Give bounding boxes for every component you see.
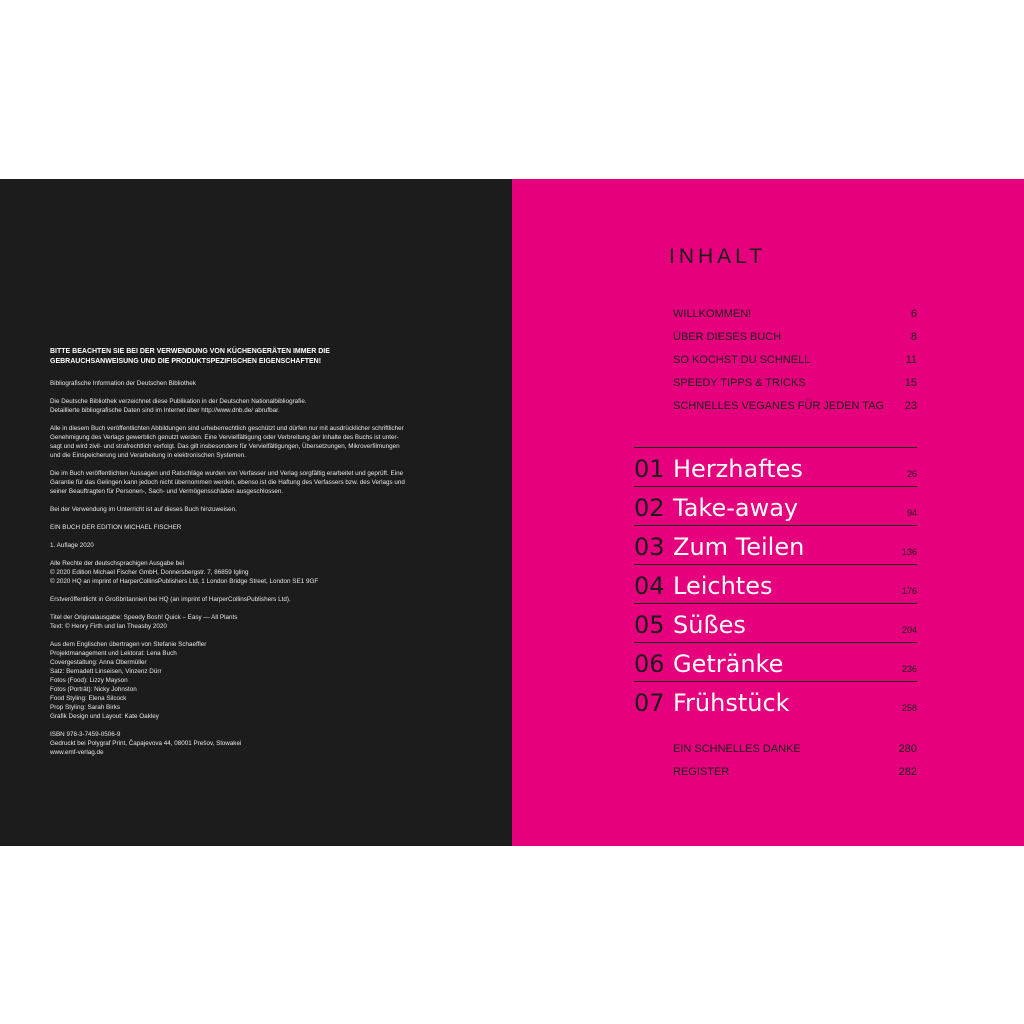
biblio-heading: Bibliografische Information der Deutschen Bibliothek — [50, 380, 196, 387]
toc-entry[interactable] — [673, 766, 917, 789]
print-run: 1. Auflage 2020 — [50, 542, 94, 549]
chapter-page: 176 — [901, 586, 917, 596]
toc-entry-page: 6 — [910, 308, 917, 320]
toc-entry-label: ÜBER DIESES BUCH — [673, 331, 782, 343]
toc-entry-page: 282 — [898, 766, 917, 778]
original-title: Titel der Originalausgabe: Speedy Bosh! Quick – Easy — All Plants Text: © Henry Firth und Ian Theasby 2020 — [50, 614, 238, 630]
chapter-page: 258 — [901, 703, 917, 713]
chapter-name: Zum Teilen — [673, 533, 805, 561]
chapter-entry[interactable] — [634, 486, 917, 525]
chapter-number: 06 — [634, 650, 665, 678]
edition-text: EIN BUCH DER EDITION MICHAEL FISCHER — [50, 524, 182, 531]
toc-entry-page: 280 — [898, 743, 917, 755]
chapter-page: 26 — [906, 469, 917, 479]
toc-entry[interactable] — [673, 308, 917, 331]
chapter-name: Take-away — [673, 494, 799, 522]
chapter-name: Herzhaftes — [673, 455, 803, 483]
toc-entry-page: 15 — [904, 377, 917, 389]
imprint-text — [50, 347, 450, 757]
chapter-name: Leichtes — [673, 572, 773, 600]
toc-entry-page: 11 — [905, 354, 917, 366]
toc-entry-page: 23 — [904, 400, 917, 412]
page-title: INHALT — [669, 245, 767, 268]
isbn-block: ISBN 978-3-7459-0506-9 Gedruckt bei Polygraf Print, Čapajevova 44, 08001 Prešov, Slowakei www.emf-verlag.de — [50, 731, 242, 756]
toc-entry-label: REGISTER — [673, 766, 730, 778]
biblio-text: Die Deutsche Bibliothek verzeichnet diese Publikation in der Deutschen Nationalbibliografie. Detaillierte bibliografische Daten sind im Internet über http://www.dnb.de/ abrufbar. — [50, 398, 307, 414]
chapter-number: 01 — [634, 455, 665, 483]
chapter-page: 236 — [901, 664, 917, 674]
toc-entry-label: SCHNELLES VEGANES FÜR JEDEN TAG — [673, 400, 885, 412]
rights-text: Alle in diesem Buch veröffentlichten Abbildungen sind urheberrechtlich geschützt und dürfen nur mit ausdrücklicher schriftlicher Genehmigung des Verlags gewerblich genutzt werden. Eine Vervielfältigung oder Verbreitung der Inhalte des Buchs ist unter- sagt und wird zivil- und strafrechtlich verfolgt. Das gilt insbesondere für Vervielfältigungen, Übersetzungen, Mikroverfilmungen und die Einspeicherung und Verarbeitung in elektronischen Systemen. — [50, 425, 404, 459]
chapter-name: Frühstück — [673, 689, 790, 717]
chapter-entry[interactable] — [634, 603, 917, 642]
chapter-page: 136 — [901, 547, 917, 557]
toc-entry-label: SPEEDY TIPPS & TRICKS — [673, 377, 806, 389]
toc-entry[interactable] — [673, 354, 917, 377]
chapter-page: 94 — [906, 508, 917, 518]
chapter-entry[interactable] — [634, 564, 917, 603]
chapter-entry[interactable] — [634, 642, 917, 681]
chapter-number: 02 — [634, 494, 665, 522]
imprint-page — [0, 179, 512, 846]
back-matter-list — [673, 743, 917, 789]
book-spread — [0, 179, 1024, 846]
chapter-entry[interactable] — [634, 447, 917, 486]
first-published: Erstveröffentlicht in Großbritannien bei HQ (an imprint of HarperCollinsPublishers Ltd). — [50, 596, 291, 603]
chapter-number: 05 — [634, 611, 665, 639]
chapter-name: Getränke — [673, 650, 784, 678]
toc-entry-label: EIN SCHNELLES DANKE — [673, 743, 801, 755]
chapter-number: 07 — [634, 689, 665, 717]
credits: Aus dem Englischen übertragen von Stefanie Schaeffler Projektmanagement und Lektorat: Lena Buch Covergestaltung: Anna Obermüller Satz: Bernadett Linseisen, Vinzenz Dürr Fotos (Food): Lizzy Mayson Fotos (Porträt): Nicky Johnston Food Styling: Elena Silcock Prop Styling: Sarah Birks Grafik Design und Layout: Kate Oakley — [50, 641, 207, 720]
toc-entry-page: 8 — [910, 331, 917, 343]
chapter-list — [634, 447, 917, 720]
toc-entry[interactable] — [673, 400, 917, 423]
chapter-page: 204 — [901, 625, 917, 635]
toc-entry[interactable] — [673, 743, 917, 766]
chapter-number: 04 — [634, 572, 665, 600]
chapter-entry[interactable] — [634, 681, 917, 720]
classroom-text: Bei der Verwendung im Unterricht ist auf dieses Buch hinzuweisen. — [50, 506, 237, 513]
chapter-number: 03 — [634, 533, 665, 561]
toc-entry[interactable] — [673, 377, 917, 400]
copyright-text: Alle Rechte der deutschsprachigen Ausgabe bei © 2020 Edition Michael Fischer GmbH, Donnersbergstr. 7, 86859 Igling © 2020 HQ an imprint of HarperCollinsPublishers Ltd, 1 London Bridge Street, London SE1 9GF — [50, 560, 319, 585]
chapter-name: Süßes — [673, 611, 746, 639]
appliance-warning: BITTE BEACHTEN SIE BEI DER VERWENDUNG VON KÜCHENGERÄTEN IMMER DIE GEBRAUCHSANWEISUNG UND DIE PRODUKTSPEZIFISCHEN EIGENSCHAFTEN! — [50, 348, 330, 365]
toc-entry-label: WILLKOMMEN! — [673, 308, 752, 320]
contents-page — [512, 179, 1024, 846]
toc-entry[interactable] — [673, 331, 917, 354]
liability-text: Die im Buch veröffentlichten Aussagen und Ratschläge wurden von Verfasser und Verlag sorgfältig erarbeitet und geprüft. Eine Garantie für das Gelingen kann jedoch nicht übernommen werden, ebenso ist die Haftung des Verfassers bzw. des Verlags und seiner Beauftragten für Personen-, Sach- und Vermögensschäden ausgeschlossen. — [50, 470, 405, 495]
toc-entry-label: SO KOCHST DU SCHNELL — [673, 354, 811, 366]
chapter-entry[interactable] — [634, 525, 917, 564]
front-matter-list — [673, 308, 917, 423]
